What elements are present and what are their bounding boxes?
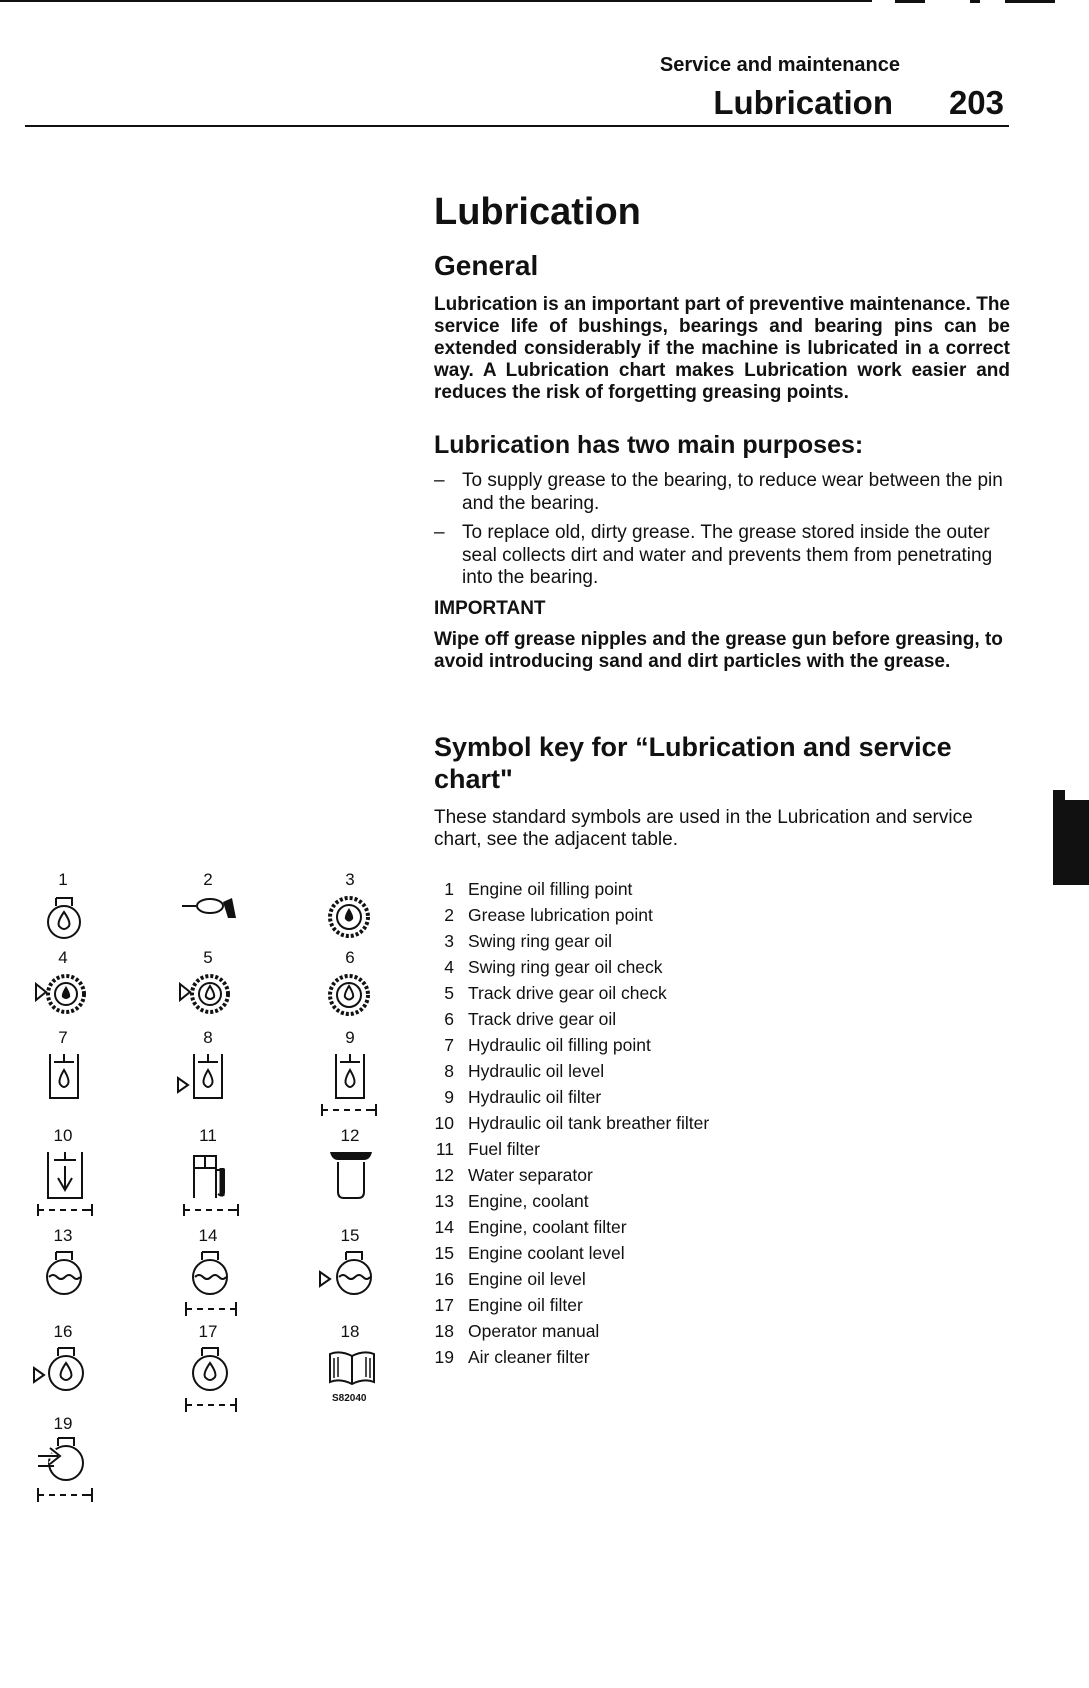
list-item [434,1344,854,1370]
list-item [434,1188,854,1214]
list-item [434,902,854,928]
item-number: 19 [434,1347,454,1367]
symbol-key-intro: These standard symbols are used in the Lubrication and service chart, see the adjacent table. [434,806,973,850]
symbol-key-list [434,876,854,1370]
item-label: Engine coolant level [468,1243,625,1263]
symbol-number: 17 [198,1322,218,1341]
item-label: Swing ring gear oil [468,931,612,951]
item-label: Hydraulic oil tank breather filter [468,1113,710,1133]
bullet-dash: – [434,522,445,543]
item-label: Engine oil filter [468,1295,583,1315]
list-item [434,954,854,980]
item-number: 8 [444,1061,454,1081]
item-number: 12 [434,1165,454,1185]
item-label: Air cleaner filter [468,1347,590,1367]
item-number: 18 [434,1321,454,1341]
item-label: Engine oil filling point [468,879,633,899]
running-header-title: Lubrication [713,84,893,121]
list-item [434,470,1010,515]
bullet-dash: – [434,470,445,491]
symbol-number: 4 [58,948,68,967]
item-label: Hydraulic oil filling point [468,1035,651,1055]
item-label: Grease lubrication point [468,905,653,925]
item-number: 16 [434,1269,454,1289]
top-edge-rule [0,0,872,2]
symbol-number: 7 [58,1028,68,1047]
item-number: 9 [444,1087,454,1107]
item-number: 4 [444,957,454,977]
important-label: IMPORTANT [434,597,546,619]
symbol-number: 13 [53,1226,73,1245]
list-item [434,1266,854,1292]
symbol-number: 6 [345,948,355,967]
symbol-number: 14 [198,1226,218,1245]
list-item [434,980,854,1006]
list-item [434,1110,854,1136]
list-item [434,1032,854,1058]
thumb-index-tab-notch [1053,790,1065,804]
purposes-list [434,470,1010,590]
gear-oil-check-icon [178,970,234,1020]
symbol-number: 18 [340,1322,360,1341]
symbol-number: 5 [203,948,213,967]
list-item [434,876,854,902]
main-content [434,190,1010,852]
item-number: 10 [434,1113,454,1133]
list-item [434,1240,854,1266]
list-item [434,522,1010,590]
list-item [434,1162,854,1188]
list-item-text: To replace old, dirty grease. The grease stored inside the outer seal collects dirt and water and prevents them from penetrating into the bearing. [462,522,993,588]
breather-filter-icon [34,1146,96,1218]
engine-oil-filter-icon [180,1344,242,1416]
item-number: 7 [444,1035,454,1055]
item-number: 11 [435,1139,454,1159]
figure-code: S82040 [332,1393,367,1404]
item-label: Track drive gear oil check [468,983,667,1003]
list-item [434,1058,854,1084]
general-heading: General [434,250,539,281]
item-number: 6 [444,1009,454,1029]
top-edge-mark [1005,0,1055,3]
list-item [434,1292,854,1318]
list-item [434,1214,854,1240]
list-item [434,1318,854,1344]
engine-oil-level-icon [32,1344,92,1394]
symbol-number: 11 [199,1126,217,1145]
item-label: Hydraulic oil filter [468,1087,602,1107]
item-label: Track drive gear oil [468,1009,617,1029]
item-label: Water separator [468,1165,593,1185]
symbol-number: 12 [340,1126,360,1145]
item-label: Hydraulic oil level [468,1061,605,1081]
air-cleaner-filter-icon [34,1434,96,1506]
hydraulic-tank-icon [44,1048,84,1103]
list-item [434,928,854,954]
list-item [434,1084,854,1110]
symbol-number: 2 [203,870,213,889]
list-item [434,1006,854,1032]
item-label: Engine, coolant filter [468,1217,627,1237]
hydraulic-level-icon [176,1048,232,1103]
symbol-number: 15 [340,1226,360,1245]
item-number: 13 [434,1191,454,1211]
header-rule [25,125,1009,127]
running-header-section: Service and maintenance [659,54,900,76]
symbol-number: 16 [53,1322,73,1341]
page-title: Lubrication [434,191,641,233]
gear-oil-icon [324,892,374,942]
symbol-number: 3 [345,870,355,889]
symbol-number: 8 [203,1028,213,1047]
item-label: Swing ring gear oil check [468,957,663,977]
gear-oil-icon [324,970,374,1020]
item-number: 5 [444,983,454,1003]
item-label: Engine, coolant [468,1191,589,1211]
important-text: Wipe off grease nipples and the grease gun before greasing, to avoid introducing sand and dirt particles with the grease. [434,628,1003,672]
general-paragraph: Lubrication is an important part of preventive maintenance. The service life of bushings, bearings and bearing pins can be extended considerably if the machine is lubricated in a correct way. A Lubrication chart makes Lubrication work easier and reduces the risk of forgetting greasing points. [434,294,1010,403]
list-item [434,1136,854,1162]
top-edge-mark [970,0,980,3]
thumb-index-tab [1053,800,1089,885]
grease-point-icon [180,892,240,922]
gear-oil-check-icon [34,970,90,1020]
coolant-level-icon [318,1248,378,1298]
engine-coolant-icon [40,1248,90,1298]
symbol-number: 1 [58,870,68,889]
symbol-number: 19 [53,1414,73,1433]
coolant-filter-icon [180,1248,242,1320]
operator-manual-icon [326,1346,378,1388]
item-number: 1 [444,879,454,899]
fuel-filter-icon [180,1146,242,1218]
page-number: 203 [948,84,1004,121]
symbol-number: 10 [53,1126,73,1145]
list-item-text: To supply grease to the bearing, to reduce wear between the pin and the bearing. [462,470,1003,514]
item-number: 3 [444,931,454,951]
engine-oil-filling-icon [40,892,90,942]
purposes-heading: Lubrication has two main purposes: [434,431,864,459]
symbol-key-heading: Symbol key for “Lubrication and service chart" [434,731,952,794]
item-number: 2 [444,905,454,925]
item-label: Fuel filter [468,1139,540,1159]
item-number: 14 [434,1217,454,1237]
symbol-number: 9 [345,1028,355,1047]
water-separator-icon [326,1148,376,1203]
top-edge-mark [895,0,925,3]
item-number: 15 [434,1243,454,1263]
item-label: Operator manual [468,1321,600,1341]
item-number: 17 [434,1295,454,1315]
item-label: Engine oil level [468,1269,586,1289]
hydraulic-filter-icon [318,1048,380,1118]
